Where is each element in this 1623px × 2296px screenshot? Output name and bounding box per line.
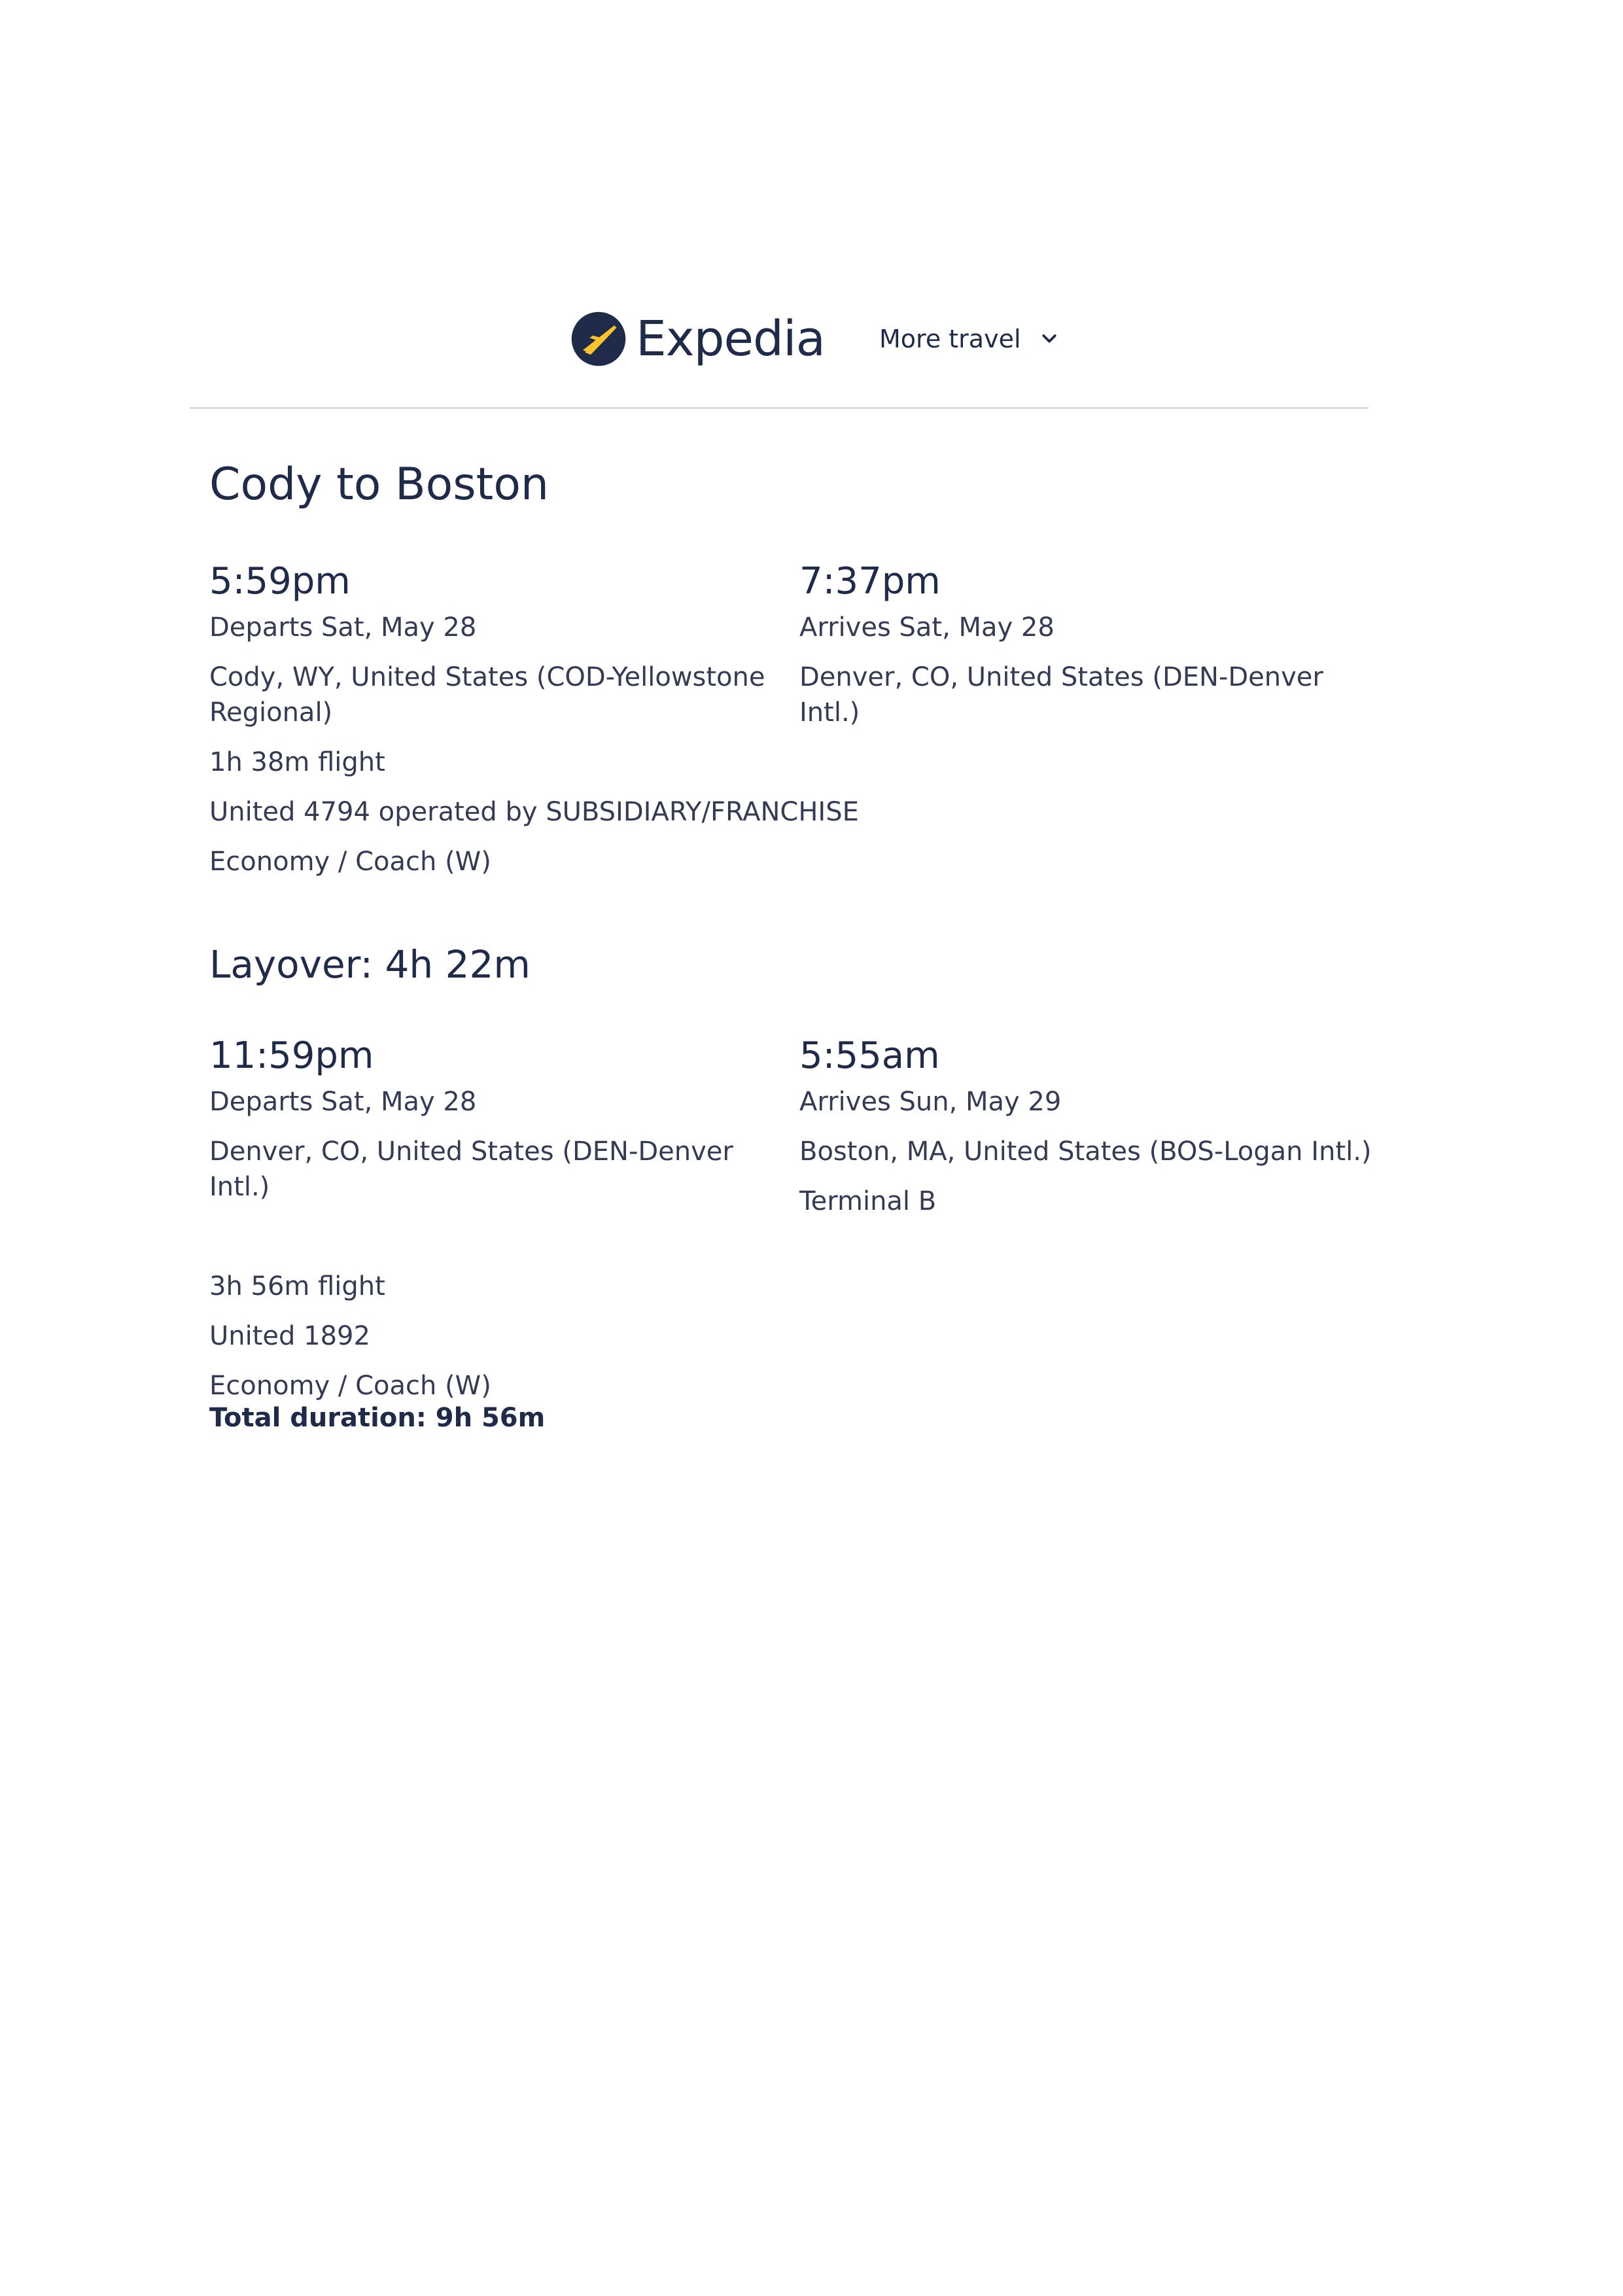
departure-date: Departs Sat, May 28 <box>209 1087 477 1118</box>
arrival-airport: Boston, MA, United States (BOS-Logan Intl.) <box>799 1137 1372 1167</box>
flight-number: United 4794 operated by SUBSIDIARY/FRANCHISE <box>209 797 859 828</box>
flight-duration: 3h 56m flight <box>209 1271 385 1302</box>
total-duration: Total duration: 9h 56m <box>209 1403 546 1433</box>
cabin-class: Economy / Coach (W) <box>209 847 491 877</box>
departure-time: 5:59pm <box>209 560 351 603</box>
segment-1-arrival <box>799 559 1375 730</box>
arrival-terminal: Terminal B <box>799 1186 937 1217</box>
departure-time: 11:59pm <box>209 1034 374 1077</box>
more-travel-label: More travel <box>879 325 1021 353</box>
arrival-time: 7:37pm <box>799 560 941 603</box>
segment-2-departure <box>209 1034 785 1404</box>
cabin-class: Economy / Coach (W) <box>209 1371 491 1402</box>
more-travel-menu[interactable] <box>879 319 1059 359</box>
arrival-date: Arrives Sat, May 28 <box>799 612 1055 643</box>
expedia-logo[interactable] <box>570 306 825 372</box>
departure-date: Departs Sat, May 28 <box>209 612 477 643</box>
flight-duration: 1h 38m flight <box>209 747 385 778</box>
departure-airport: Cody, WY, United States (COD-Yellowstone Regional) <box>209 662 765 728</box>
site-header <box>190 288 1369 409</box>
arrival-airport: Denver, CO, United States (DEN-Denver Intl.) <box>799 662 1323 728</box>
brand-name: Expedia <box>636 311 825 367</box>
departure-airport: Denver, CO, United States (DEN-Denver Intl.) <box>209 1137 733 1203</box>
arrival-date: Arrives Sun, May 29 <box>799 1087 1062 1118</box>
arrival-time: 5:55am <box>799 1034 940 1077</box>
flight-number: United 1892 <box>209 1321 370 1352</box>
layover-heading: Layover: 4h 22m <box>209 942 531 987</box>
segment-1-departure <box>209 559 859 879</box>
chevron-down-icon <box>1039 329 1059 349</box>
segment-2-arrival <box>799 1034 1375 1219</box>
page-title: Cody to Boston <box>209 459 550 510</box>
expedia-plane-logo-icon <box>570 311 627 367</box>
